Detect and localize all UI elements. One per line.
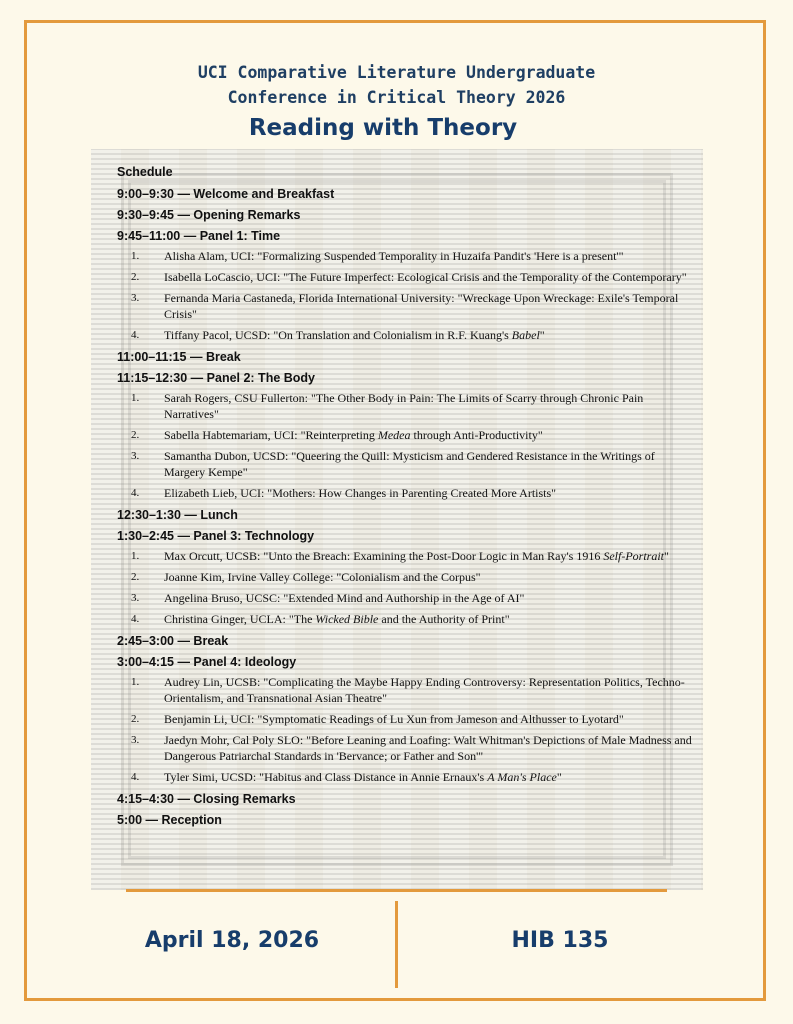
footer-divider-vertical bbox=[395, 901, 398, 988]
list-item: 3. Samantha Dubon, UCSD: "Queering the Quill: Mysticism and Gendered Resistance in the Writings of Margery Kempe" bbox=[131, 449, 655, 479]
slot-panel-1: 9:45–11:00 — Panel 1: Time bbox=[117, 229, 281, 243]
slot-welcome: 9:00–9:30 — Welcome and Breakfast bbox=[117, 187, 335, 201]
list-item: 1. Max Orcutt, UCSB: "Unto the Breach: Examining the Post-Door Logic in Man Ray's 1916 Self-Portrait" bbox=[131, 549, 669, 563]
list-item: 3. Angelina Bruso, UCSC: "Extended Mind and Authorship in the Age of AI" bbox=[131, 591, 525, 605]
list-item: 4. Elizabeth Lieb, UCI: "Mothers: How Changes in Parenting Created More Artists" bbox=[131, 486, 557, 500]
panel-3-list bbox=[117, 548, 697, 627]
slot-reception: 5:00 — Reception bbox=[117, 813, 222, 827]
slot-break-1: 11:00–11:15 — Break bbox=[117, 350, 241, 364]
list-item: 1. Audrey Lin, UCSB: "Complicating the Maybe Happy Ending Controversy: Representation Politics, Techno-Orientalism, and Transnational Asian Theatre" bbox=[131, 675, 685, 705]
event-room: HIB 135 bbox=[511, 928, 609, 953]
event-date: April 18, 2026 bbox=[144, 928, 320, 953]
list-item: 3. Jaedyn Mohr, Cal Poly SLO: "Before Leaning and Loafing: Walt Whitman's Depictions of Male Madness and Dangerous Patriarchal Standards in 'Bervance; or Father and Son'" bbox=[131, 733, 692, 763]
conference-name-line-2: Conference in Critical Theory 2026 bbox=[227, 88, 566, 107]
slot-closing-remarks: 4:15–4:30 — Closing Remarks bbox=[117, 792, 296, 806]
slot-panel-3: 1:30–2:45 — Panel 3: Technology bbox=[117, 529, 315, 543]
list-item: 1. Sarah Rogers, CSU Fullerton: "The Other Body in Pain: The Limits of Scarry through Chronic Pain Narratives" bbox=[131, 391, 644, 421]
conference-name bbox=[0, 60, 793, 110]
list-item: 4. Christina Ginger, UCLA: "The Wicked Bible and the Authority of Print" bbox=[131, 612, 510, 626]
conference-name-line-1: UCI Comparative Literature Undergraduate bbox=[197, 63, 596, 82]
list-item: 2. Benjamin Li, UCI: "Symptomatic Readings of Lu Xun from Jameson and Althusser to Lyotard" bbox=[131, 712, 624, 726]
slot-panel-2: 11:15–12:30 — Panel 2: The Body bbox=[117, 371, 316, 385]
list-item: 4. Tiffany Pacol, UCSD: "On Translation and Colonialism in R.F. Kuang's Babel" bbox=[131, 328, 545, 342]
schedule bbox=[117, 164, 697, 832]
slot-break-2: 2:45–3:00 — Break bbox=[117, 634, 229, 648]
slot-opening-remarks: 9:30–9:45 — Opening Remarks bbox=[117, 208, 301, 222]
panel-1-list bbox=[117, 248, 697, 343]
list-item: 2. Isabella LoCascio, UCI: "The Future Imperfect: Ecological Crisis and the Temporality of the Contemporary" bbox=[131, 270, 687, 284]
panel-4-list bbox=[117, 674, 697, 785]
slot-lunch: 12:30–1:30 — Lunch bbox=[117, 508, 238, 522]
list-item: 1. Alisha Alam, UCI: "Formalizing Suspended Temporality in Huzaifa Pandit's 'Here is a present'" bbox=[131, 249, 624, 263]
slot-panel-4: 3:00–4:15 — Panel 4: Ideology bbox=[117, 655, 297, 669]
schedule-heading: Schedule bbox=[117, 165, 173, 179]
list-item: 2. Sabella Habtemariam, UCI: "Reinterpreting Medea through Anti-Productivity" bbox=[131, 428, 543, 442]
footer-divider-horizontal bbox=[126, 889, 667, 892]
page-title: Reading with Theory bbox=[248, 115, 518, 141]
list-item: 4. Tyler Simi, UCSD: "Habitus and Class Distance in Annie Ernaux's A Man's Place" bbox=[131, 770, 562, 784]
list-item: 2. Joanne Kim, Irvine Valley College: "Colonialism and the Corpus" bbox=[131, 570, 481, 584]
list-item: 3. Fernanda Maria Castaneda, Florida International University: "Wreckage Upon Wreckage: Exile's Temporal Crisis" bbox=[131, 291, 679, 321]
panel-2-list bbox=[117, 390, 697, 501]
